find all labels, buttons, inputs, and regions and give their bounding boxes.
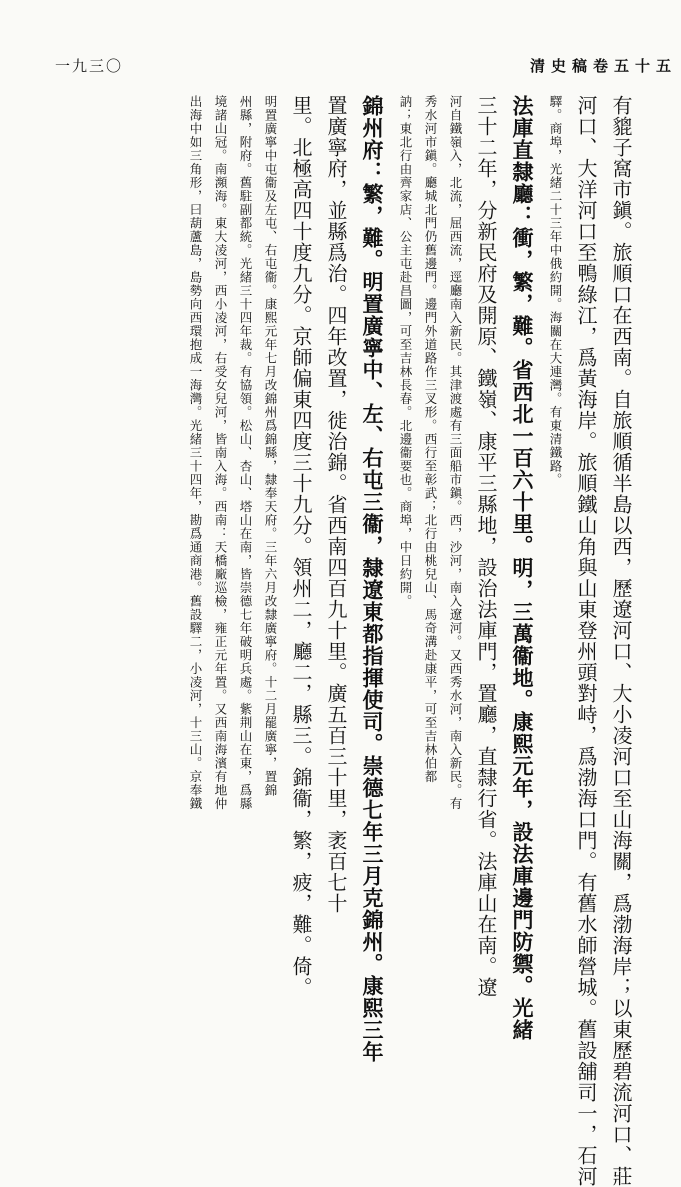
text-column: 訥；東北行由齊家店、公主屯赴昌圖，可至吉林長春。北邊衞要也。商埠，中日約開。	[398, 95, 413, 608]
text-column: 境諸山冠。南瀕海。東大凌河，西小凌河，右受女兒河，皆南入海。西南：天橋廠巡檢，雍正元年置。又西南海濱有地仲	[213, 95, 228, 811]
section-heading-column: 法庫直隸廳：衝，繁，難。省西北一百六十里。明，三萬衞地。康熙元年，設法庫邊門防禦。光緒	[510, 95, 535, 1041]
page-number: 一九三〇	[55, 57, 124, 75]
text-column: 秀水河市鎭。廳城北門仍舊邊門。邊門外道路作三叉形。西行至彰武；北行由桃兒山、馬奇溝赴康平，可至吉林伯都	[423, 95, 438, 784]
page-header	[0, 55, 681, 79]
text-column: 三十二年，分新民府及開原、鐵嶺、康平三縣地，設治法庫門，置廳，直隸行省。法庫山在南。遼	[474, 95, 498, 998]
text-column: 河自鐵嶺入，北流，屈西流，逕廳南入新民。其津渡處有三面船市鎭。西，沙河，南入遼河。又西秀水河，南入新民。有	[448, 95, 463, 811]
text-column: 驛。商埠，光緒二十三年中俄約開。海關在大連灣。有東清鐵路。	[548, 95, 563, 487]
volume-title: 清史稿卷五十五	[530, 57, 678, 75]
text-column: 出海中如三角形，曰葫蘆島，島勢向西環抱成一海灣。光緒三十四年，勘爲通商港。舊設驛二，小凌河，十三山。京奉鐵	[188, 95, 203, 811]
text-column: 置廣寧府，並縣爲治。四年改置，徙治錦。省西南四百九十里。廣五百三十里，袤百七十	[324, 95, 348, 914]
text-column: 州縣，附府。舊駐副都統。光緒三十四年裁。有協領。松山、杏山、塔山在南，皆崇德七年破明兵處。紫荆山在東，爲縣	[238, 95, 253, 811]
text-column: 里。北極高四十度九分。京師偏東四度三十九分。領州二，廳二，縣三。錦衞，繁，疲，難。倚。	[289, 95, 313, 998]
section-heading-column: 錦州府：繁，難。明置廣寧中、左、右屯三衞，隸遼東都指揮使司。崇德七年三月克錦州。康熙三年	[360, 95, 385, 1063]
text-column: 明置廣寧中屯衞及左屯、右屯衞。康熙元年七月改錦州爲錦縣，隸奉天府。三年六月改隸廣寧府。十二月罷廣寧，置錦	[263, 95, 278, 797]
text-column: 河口、大洋河口至鴨綠江，爲黃海岸。旅順鐵山角與山東登州頭對峙，爲渤海口門。有舊水師營城。舊設舖司一，石河	[574, 95, 598, 1187]
text-column: 有貔子窩市鎭。旅順口在西南。自旅順循半島以西，歷遼河口、大小凌河口至山海關，爲渤海岸；以東歷碧流河口、莊	[609, 95, 633, 1187]
